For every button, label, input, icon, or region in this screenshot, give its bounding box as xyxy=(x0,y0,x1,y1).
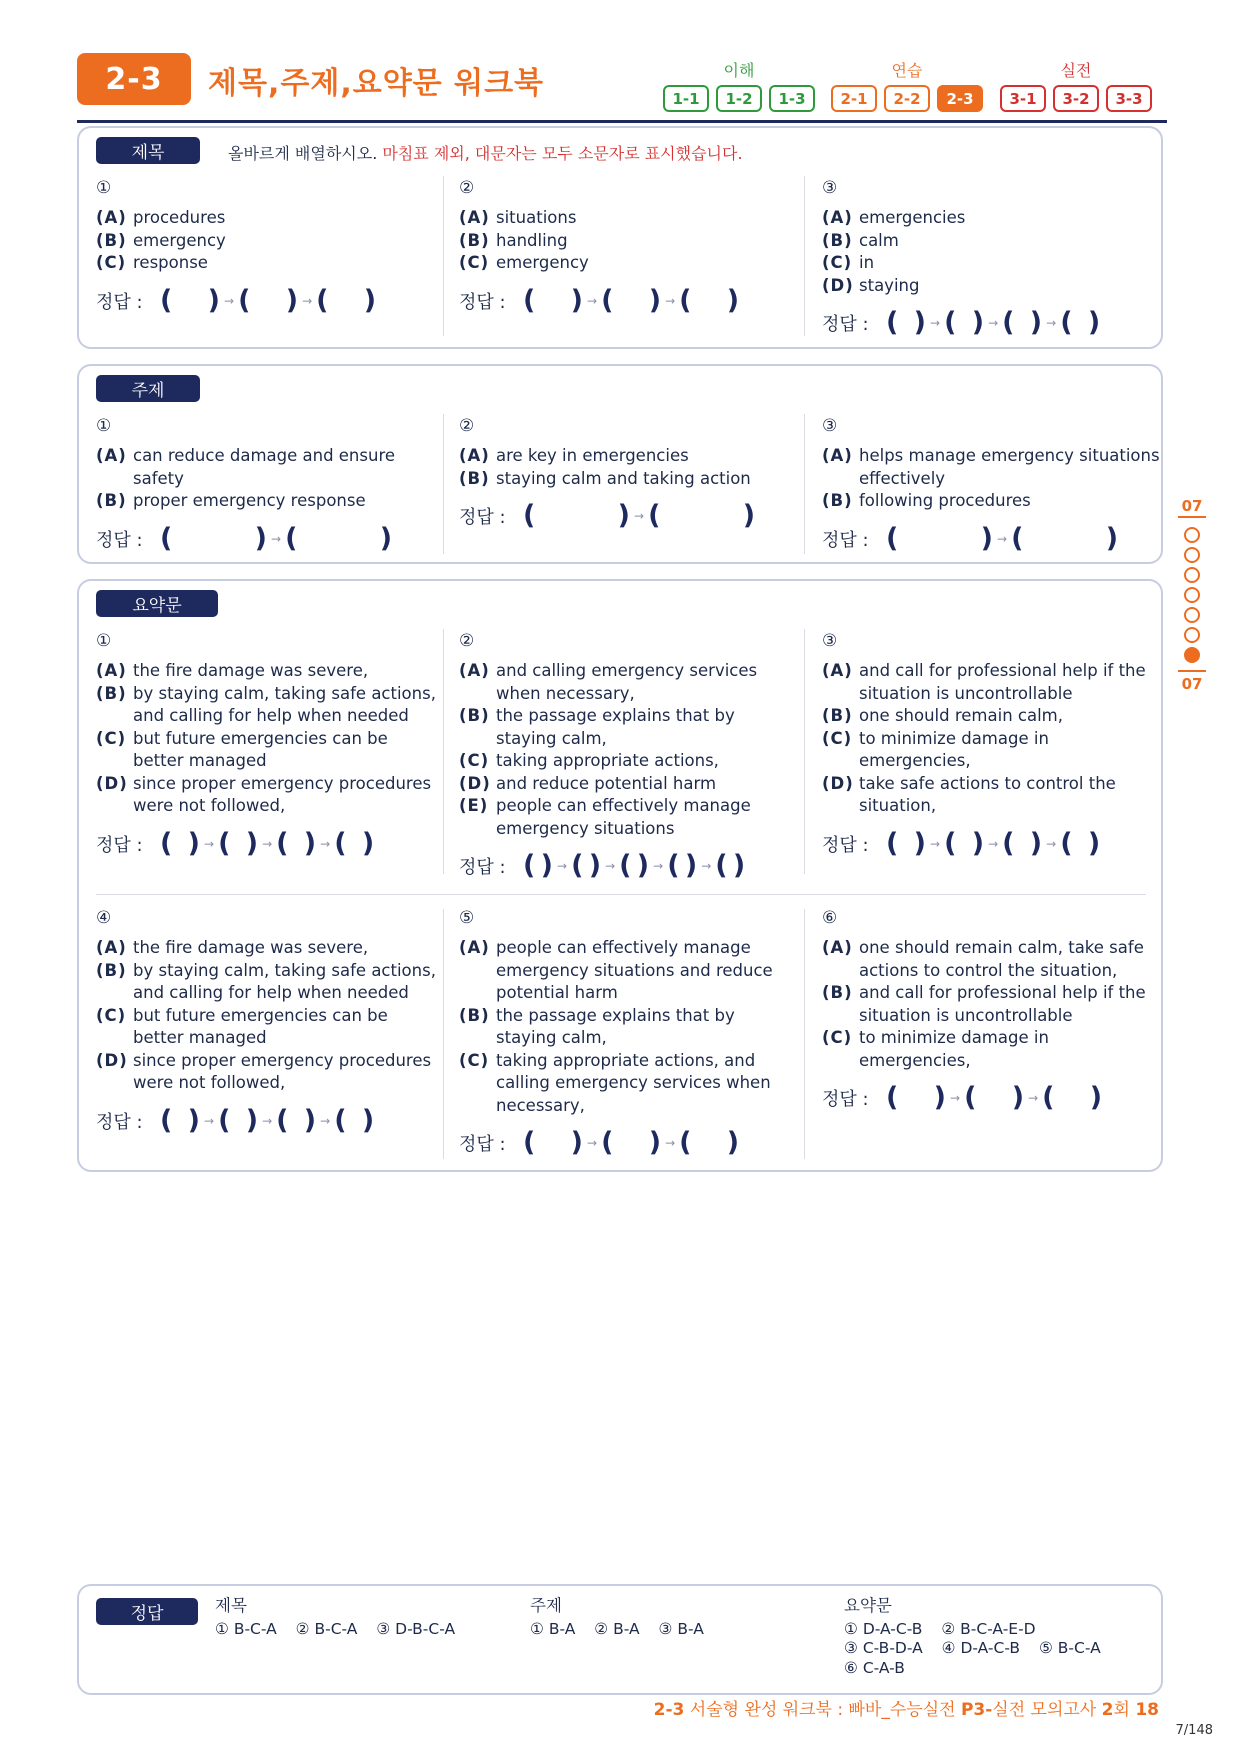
side-index-dot xyxy=(1184,587,1200,603)
option-a: (A) the fire damage was severe, xyxy=(96,661,369,680)
option-c: (C) to minimize damage in emergencies, xyxy=(822,728,1049,770)
header-divider xyxy=(77,120,1167,123)
question-number: ④ xyxy=(96,908,112,928)
option-a: (A) people can effectively manage emergency situations and reduce potential harm xyxy=(459,938,773,1002)
answer-key-topic-head: 주제 xyxy=(530,1596,562,1615)
option-c: (C) in xyxy=(822,253,875,272)
answer-row xyxy=(96,284,436,316)
side-index-dot xyxy=(1184,607,1200,623)
option-b: (B) following procedures xyxy=(822,491,1031,510)
summary-question-4 xyxy=(96,908,436,1135)
answer-key-item: ① D-A-C-B xyxy=(844,1619,923,1638)
answer-slot[interactable]: ( ) xyxy=(601,1127,662,1158)
question-number: ③ xyxy=(822,416,838,436)
answer-slot[interactable]: ( ) xyxy=(667,850,698,881)
answer-slot[interactable]: ( ) xyxy=(715,850,746,881)
answer-key-tag: 정답 xyxy=(96,1598,198,1625)
step-2-3-button[interactable]: 2-3 xyxy=(937,85,983,112)
option-a: (A) can reduce damage and ensure safety xyxy=(96,446,396,488)
question-number: ② xyxy=(459,178,475,198)
question-number: ① xyxy=(96,631,112,651)
instruction-note: 마침표 제외, 대문자는 모두 소문자로 표시했습니다. xyxy=(382,144,743,163)
group-label-practice: 연습 xyxy=(891,61,923,80)
arrow-icon: → xyxy=(320,1113,331,1128)
summary-question-2 xyxy=(459,631,799,880)
option-a: (A) emergencies xyxy=(822,208,966,227)
answer-key-summary-head: 요약문 xyxy=(844,1596,892,1615)
answer-row xyxy=(96,1104,436,1136)
arrow-icon: → xyxy=(930,316,941,330)
option-c: (C) but future emergencies can be better managed xyxy=(96,728,388,770)
answer-row xyxy=(96,827,436,859)
answer-key-title xyxy=(215,1596,515,1639)
arrow-icon: → xyxy=(557,859,568,873)
answer-slot[interactable]: ( ) xyxy=(601,284,662,316)
answer-label: 정답 : xyxy=(822,314,869,335)
option-d: (D) take safe actions to control the situation, xyxy=(822,773,1116,815)
side-index-dot xyxy=(1184,567,1200,583)
side-index-bar xyxy=(1178,516,1206,518)
side-index-dot xyxy=(1184,627,1200,643)
answer-slot[interactable]: ( ) xyxy=(276,1104,317,1136)
summary-section xyxy=(77,579,1163,1172)
answer-row xyxy=(96,522,436,554)
option-d: (D) staying xyxy=(822,275,920,295)
arrow-icon: → xyxy=(930,836,941,851)
step-3-3-button[interactable]: 3-3 xyxy=(1106,85,1152,112)
column-divider xyxy=(804,629,805,874)
answer-key-item: ① B-C-A xyxy=(215,1619,277,1638)
column-divider xyxy=(804,176,805,336)
side-index-dot xyxy=(1184,547,1200,563)
arrow-icon: → xyxy=(665,1136,676,1150)
arrow-icon: → xyxy=(204,1113,215,1128)
answer-slot[interactable]: ( ) xyxy=(1060,307,1101,338)
arrow-icon: → xyxy=(302,293,313,308)
question-number: ② xyxy=(459,631,475,651)
option-c: (C) taking appropriate actions, xyxy=(459,751,719,770)
footer-round: 2 xyxy=(1101,1700,1114,1720)
answer-key-item: ⑤ B-C-A xyxy=(1038,1639,1101,1657)
summary-question-6 xyxy=(822,908,1162,1112)
answer-label: 정답 : xyxy=(822,1089,869,1110)
step-3-1-button[interactable]: 3-1 xyxy=(1000,85,1046,112)
option-c: (C) response xyxy=(96,253,208,272)
answer-label: 정답 : xyxy=(822,834,869,856)
option-b: (B) calm xyxy=(822,230,899,250)
summary-section-tag: 요약문 xyxy=(96,590,218,617)
option-a: (A) helps manage emergency situations effectively xyxy=(822,446,1160,488)
topic-section xyxy=(77,364,1163,564)
column-divider xyxy=(804,414,805,554)
option-b: (B) proper emergency response xyxy=(96,491,366,510)
answer-slot[interactable]: ( ) xyxy=(160,1104,200,1136)
answer-label: 정답 : xyxy=(459,1134,506,1155)
arrow-icon: → xyxy=(262,836,273,851)
option-a: (A) and calling emergency services when necessary, xyxy=(459,661,758,703)
step-2-1-button[interactable]: 2-1 xyxy=(831,85,877,112)
option-b: (B) handling xyxy=(459,230,568,250)
footer-badge: 2-3 xyxy=(653,1700,685,1720)
answer-key-topic xyxy=(530,1596,830,1639)
answer-slot[interactable]: ( ) xyxy=(1011,522,1119,554)
answer-slot[interactable]: ( ) xyxy=(944,307,985,338)
answer-row xyxy=(822,1084,1162,1112)
row-divider xyxy=(96,894,1146,895)
arrow-icon: → xyxy=(587,1136,598,1150)
answer-label: 정답 : xyxy=(459,857,506,878)
footer-part: P3- xyxy=(960,1700,993,1720)
answer-key-item: ③ D-B-C-A xyxy=(376,1619,456,1638)
option-b: (B) by staying calm, taking safe actions, and calling for help when needed xyxy=(96,683,436,725)
answer-label: 정답 : xyxy=(459,507,506,528)
answer-slot[interactable]: ( ) xyxy=(679,284,740,316)
option-a: (A) and call for professional help if the situation is uncontrollable xyxy=(822,661,1146,703)
option-b: (B) the passage explains that by staying calm, xyxy=(459,1005,735,1047)
option-e: (E) people can effectively manage emergency situations xyxy=(459,796,751,838)
title-question-1 xyxy=(96,178,436,315)
summary-question-5 xyxy=(459,908,799,1157)
column-divider xyxy=(443,909,444,1159)
answer-slot[interactable]: ( ) xyxy=(160,522,267,554)
option-b: (B) one should remain calm, xyxy=(822,706,1063,725)
answer-slot[interactable]: ( ) xyxy=(238,284,299,316)
option-c: (C) emergency xyxy=(459,253,589,272)
footer-text: 서술형 완성 워크북 : 빠바_수능실전 xyxy=(689,1700,956,1720)
column-divider xyxy=(443,414,444,554)
answer-key-item: ① B-A xyxy=(530,1619,576,1638)
arrow-icon: → xyxy=(605,859,616,873)
title-question-3 xyxy=(822,178,1162,337)
answer-slot[interactable]: ( ) xyxy=(1060,827,1101,859)
option-b: (B) by staying calm, taking safe actions, and calling for help when needed xyxy=(96,960,436,1002)
arrow-icon: → xyxy=(271,531,282,546)
topic-question-2 xyxy=(459,416,799,530)
answer-key-item: ③ B-A xyxy=(658,1619,704,1638)
topic-question-3 xyxy=(822,416,1162,553)
column-divider xyxy=(804,909,805,1159)
side-index-dot xyxy=(1184,527,1200,543)
answer-key-item: ④ D-A-C-B xyxy=(941,1639,1021,1657)
arrow-icon: → xyxy=(1028,1091,1039,1105)
answer-label: 정답 : xyxy=(96,529,143,551)
instruction-main: 올바르게 배열하시오. xyxy=(228,144,378,163)
page-number: 7/148 xyxy=(1175,1723,1213,1738)
option-c: (C) but future emergencies can be better managed xyxy=(96,1005,388,1047)
answer-slot[interactable]: ( ) xyxy=(679,1127,740,1158)
answer-key-item: ⑥ C-A-B xyxy=(844,1658,905,1677)
title-section xyxy=(77,126,1163,349)
question-number: ③ xyxy=(822,631,838,651)
side-index-dot-active xyxy=(1184,647,1200,663)
footer-round-suffix: 회 xyxy=(1113,1700,1130,1720)
topic-question-1 xyxy=(96,416,436,553)
answer-label: 정답 : xyxy=(96,834,143,856)
step-2-2-button[interactable]: 2-2 xyxy=(884,85,930,112)
answer-row xyxy=(459,1129,799,1157)
step-1-1-button[interactable]: 1-1 xyxy=(663,85,709,112)
side-index-bar xyxy=(1178,670,1206,672)
answer-slot[interactable]: ( ) xyxy=(944,827,985,859)
option-d: (D) since proper emergency procedures were not followed, xyxy=(96,773,432,815)
topic-section-tag: 주제 xyxy=(96,375,200,402)
answer-row xyxy=(459,852,799,880)
answer-key-item: ③ C-B-D-A xyxy=(844,1639,923,1657)
answer-slot[interactable]: ( ) xyxy=(218,827,259,859)
answer-key-summary xyxy=(844,1596,1154,1678)
group-label-actual: 실전 xyxy=(1060,61,1092,80)
answer-label: 정답 : xyxy=(96,1111,143,1133)
answer-key-title-head: 제목 xyxy=(215,1596,247,1615)
answer-label: 정답 : xyxy=(822,529,869,551)
answer-row xyxy=(822,522,1162,554)
arrow-icon: → xyxy=(204,836,215,851)
arrow-icon: → xyxy=(587,293,598,308)
arrow-icon: → xyxy=(262,1113,273,1128)
answer-slot[interactable]: ( ) xyxy=(1042,1082,1103,1113)
answer-key-section xyxy=(77,1584,1163,1695)
summary-question-3 xyxy=(822,631,1162,858)
question-number: ① xyxy=(96,416,112,436)
answer-slot[interactable]: ( ) xyxy=(523,1127,583,1158)
instruction xyxy=(228,141,743,164)
answer-slot[interactable]: ( ) xyxy=(285,522,393,554)
arrow-icon: → xyxy=(653,859,664,873)
answer-key-item: ② B-C-A-E-D xyxy=(941,1619,1036,1638)
title-question-2 xyxy=(459,178,799,315)
question-number: ⑥ xyxy=(822,908,838,928)
arrow-icon: → xyxy=(320,836,331,851)
answer-key-item: ② B-C-A xyxy=(295,1619,358,1638)
option-d: (D) since proper emergency procedures were not followed, xyxy=(96,1050,432,1092)
option-b: (B) and call for professional help if the situation is uncontrollable xyxy=(822,983,1146,1025)
answer-label: 정답 : xyxy=(459,291,506,313)
option-a: (A) situations xyxy=(459,208,577,227)
arrow-icon: → xyxy=(950,1091,961,1105)
answer-slot[interactable]: ( ) xyxy=(648,500,756,531)
answer-row xyxy=(822,827,1162,859)
arrow-icon: → xyxy=(634,509,645,523)
option-b: (B) the passage explains that by staying calm, xyxy=(459,706,735,748)
side-index-top: 07 xyxy=(1181,497,1203,515)
summary-question-1 xyxy=(96,631,436,858)
answer-slot[interactable]: ( ) xyxy=(160,827,200,859)
answer-slot[interactable]: ( ) xyxy=(886,1082,946,1113)
answer-slot[interactable]: ( ) xyxy=(523,500,630,531)
footer-caption xyxy=(654,1695,1159,1720)
answer-slot[interactable]: ( ) xyxy=(523,284,583,316)
arrow-icon: → xyxy=(665,293,676,308)
answer-label: 정답 : xyxy=(96,291,143,313)
arrow-icon: → xyxy=(224,293,235,308)
arrow-icon: → xyxy=(988,836,999,851)
unit-badge: 2-3 xyxy=(77,53,191,105)
answer-slot[interactable]: ( ) xyxy=(316,284,377,316)
title-section-tag: 제목 xyxy=(96,137,200,164)
answer-slot[interactable]: ( ) xyxy=(619,850,650,881)
answer-slot[interactable]: ( ) xyxy=(523,850,553,881)
answer-slot[interactable]: ( ) xyxy=(964,1082,1025,1113)
answer-slot[interactable]: ( ) xyxy=(218,1104,259,1136)
footer-exam: 실전 모의고사 xyxy=(992,1700,1097,1720)
column-divider xyxy=(443,629,444,874)
option-a: (A) one should remain calm, take safe actions to control the situation, xyxy=(822,938,1144,980)
arrow-icon: → xyxy=(988,316,999,330)
footer-number: 18 xyxy=(1135,1700,1159,1720)
arrow-icon: → xyxy=(701,859,712,873)
answer-row xyxy=(822,309,1162,337)
page-title: 제목,주제,요약문 워크북 xyxy=(208,66,545,101)
arrow-icon: → xyxy=(997,531,1008,546)
question-number: ② xyxy=(459,416,475,436)
step-1-3-button[interactable]: 1-3 xyxy=(769,85,815,112)
answer-slot[interactable]: ( ) xyxy=(886,827,926,859)
arrow-icon: → xyxy=(1046,316,1057,330)
answer-slot[interactable]: ( ) xyxy=(886,522,993,554)
answer-row xyxy=(459,284,799,316)
answer-slot[interactable]: ( ) xyxy=(571,850,602,881)
arrow-icon: → xyxy=(1046,836,1057,851)
answer-slot[interactable]: ( ) xyxy=(334,827,375,859)
answer-slot[interactable]: ( ) xyxy=(1002,827,1043,859)
answer-row xyxy=(459,502,799,530)
answer-slot[interactable]: ( ) xyxy=(160,284,220,316)
option-d: (D) and reduce potential harm xyxy=(459,773,717,793)
answer-slot[interactable]: ( ) xyxy=(276,827,317,859)
column-divider xyxy=(443,176,444,336)
answer-slot[interactable]: ( ) xyxy=(334,1104,375,1136)
question-number: ③ xyxy=(822,178,838,198)
side-index-bottom: 07 xyxy=(1181,675,1203,693)
option-c: (C) to minimize damage in emergencies, xyxy=(822,1028,1049,1070)
answer-slot[interactable]: ( ) xyxy=(886,307,926,338)
option-b: (B) emergency xyxy=(96,230,226,250)
answer-key-item: ② B-A xyxy=(594,1619,640,1638)
question-number: ① xyxy=(96,178,112,198)
step-1-2-button[interactable]: 1-2 xyxy=(716,85,762,112)
step-3-2-button[interactable]: 3-2 xyxy=(1053,85,1099,112)
option-b: (B) staying calm and taking action xyxy=(459,468,751,488)
option-a: (A) the fire damage was severe, xyxy=(96,938,369,957)
option-a: (A) procedures xyxy=(96,208,226,227)
answer-slot[interactable]: ( ) xyxy=(1002,307,1043,338)
option-c: (C) taking appropriate actions, and calling emergency services when necessary, xyxy=(459,1050,771,1115)
group-label-understand: 이해 xyxy=(723,61,755,80)
option-a: (A) are key in emergencies xyxy=(459,446,689,465)
question-number: ⑤ xyxy=(459,908,475,928)
